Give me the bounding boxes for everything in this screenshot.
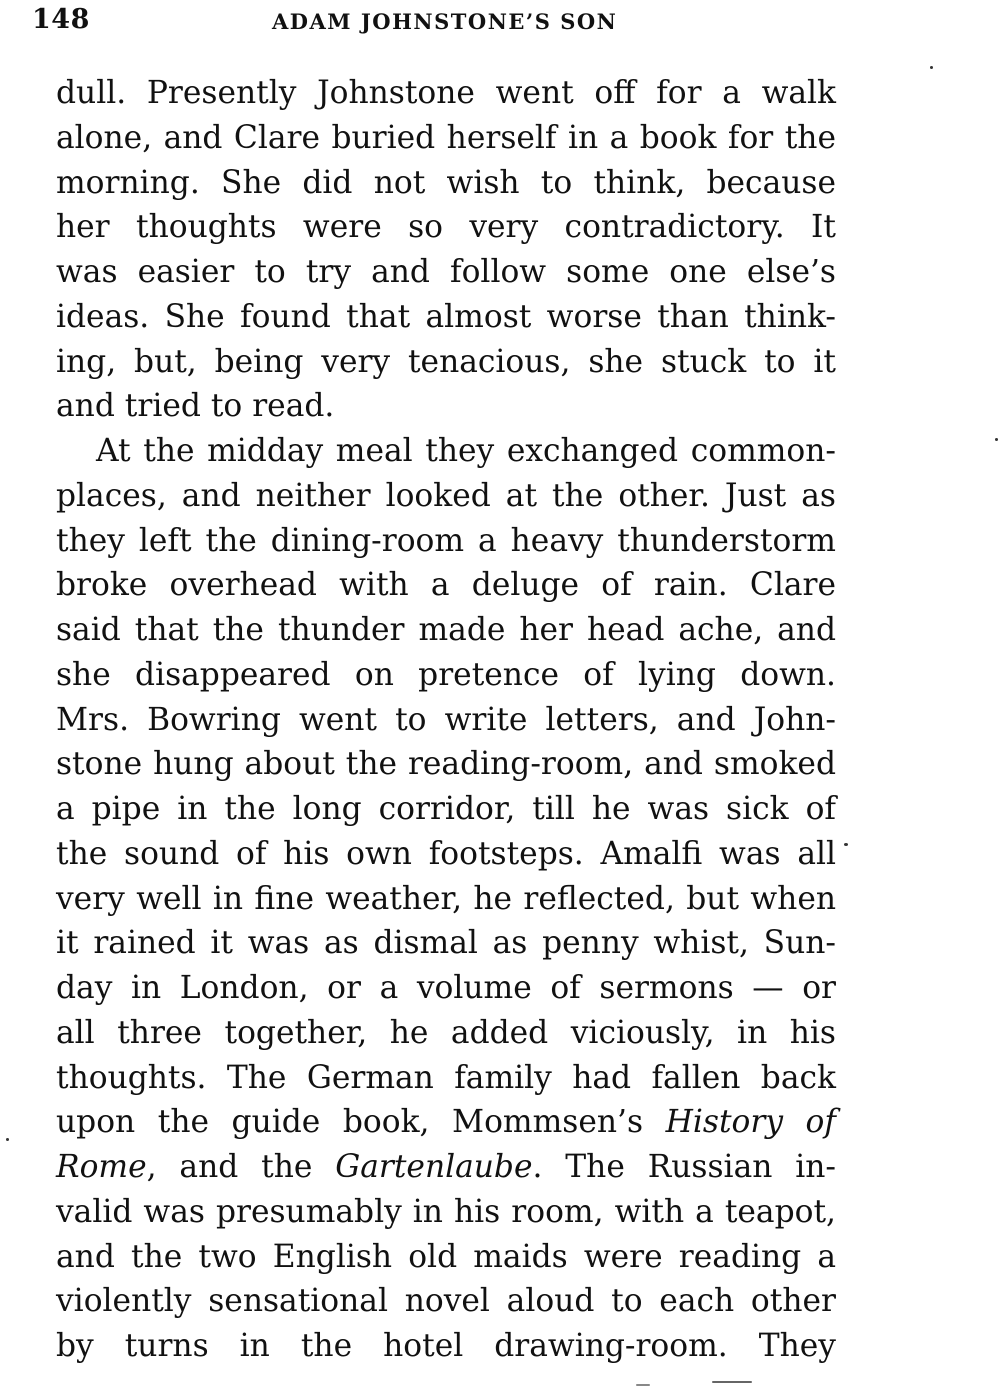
page-number: 148 — [32, 4, 90, 35]
scan-speck — [995, 438, 998, 441]
italic-title: History of — [665, 1104, 836, 1141]
text-line: valid was presumably in his room, with a teapot, — [56, 1193, 836, 1230]
text-line: was easier to try and follow some one else’s — [56, 254, 836, 290]
text-span: . The Russian in- — [532, 1149, 836, 1185]
text-line: very well in fine weather, he reflected, but when — [56, 880, 836, 917]
text-line: morning. She did not wish to think, because — [56, 164, 836, 201]
text-line: a pipe in the long corridor, till he was sick of — [56, 791, 836, 827]
running-head: ADAM JOHNSTONE’S SON — [272, 9, 618, 34]
text-span: upon the guide book, Mommsen’s — [56, 1104, 666, 1141]
text-span: , and the — [146, 1149, 336, 1185]
text-line: ideas. She found that almost worse than think- — [56, 298, 836, 335]
text-line: day in London, or a volume of sermons — or — [56, 970, 836, 1006]
text-line: ing, but, being very tenacious, she stuck to it — [56, 343, 836, 380]
text-line: her thoughts were so very contradictory. It — [56, 209, 836, 246]
text-line: violently sensational novel aloud to each other — [56, 1283, 836, 1320]
italic-title: Gartenlaube — [335, 1149, 533, 1185]
italic-title: Rome — [56, 1149, 147, 1185]
text-line — [56, 1145, 836, 1190]
text-line: stone hung about the reading-room, and smoked — [56, 746, 836, 783]
scan-speck — [6, 1138, 9, 1141]
text-line: the sound of his own footsteps. Amalfi was all — [56, 835, 836, 872]
scan-speck — [712, 1381, 752, 1383]
text-line: broke overhead with a deluge of rain. Clare — [56, 567, 836, 604]
text-line: she disappeared on pretence of lying down. — [56, 656, 836, 693]
scan-speck — [636, 1384, 650, 1386]
text-line: thoughts. The German family had fallen back — [56, 1059, 836, 1096]
page-header — [0, 0, 1000, 50]
text-line: by turns in the hotel drawing-room. They — [56, 1328, 836, 1364]
text-line: and tried to read. — [56, 388, 335, 425]
text-line — [56, 1100, 836, 1145]
text-line: said that the thunder made her head ache, and — [56, 612, 836, 648]
body-text — [56, 71, 836, 1369]
scan-speck — [844, 843, 848, 846]
text-line: alone, and Clare buried herself in a book for the — [56, 119, 836, 156]
text-line: they left the dining-room a heavy thunderstorm — [56, 522, 836, 559]
text-line: it rained it was as dismal as penny whist, Sun- — [56, 925, 836, 962]
text-line: and the two English old maids were reading a — [56, 1238, 836, 1275]
scan-speck — [930, 66, 933, 69]
text-line: all three together, he added viciously, in his — [56, 1014, 836, 1051]
text-line: Mrs. Bowring went to write letters, and John- — [56, 701, 836, 738]
text-line: At the midday meal they exchanged common- — [96, 433, 836, 469]
text-line: dull. Presently Johnstone went off for a walk — [56, 75, 836, 111]
text-line: places, and neither looked at the other. Just as — [56, 477, 836, 514]
